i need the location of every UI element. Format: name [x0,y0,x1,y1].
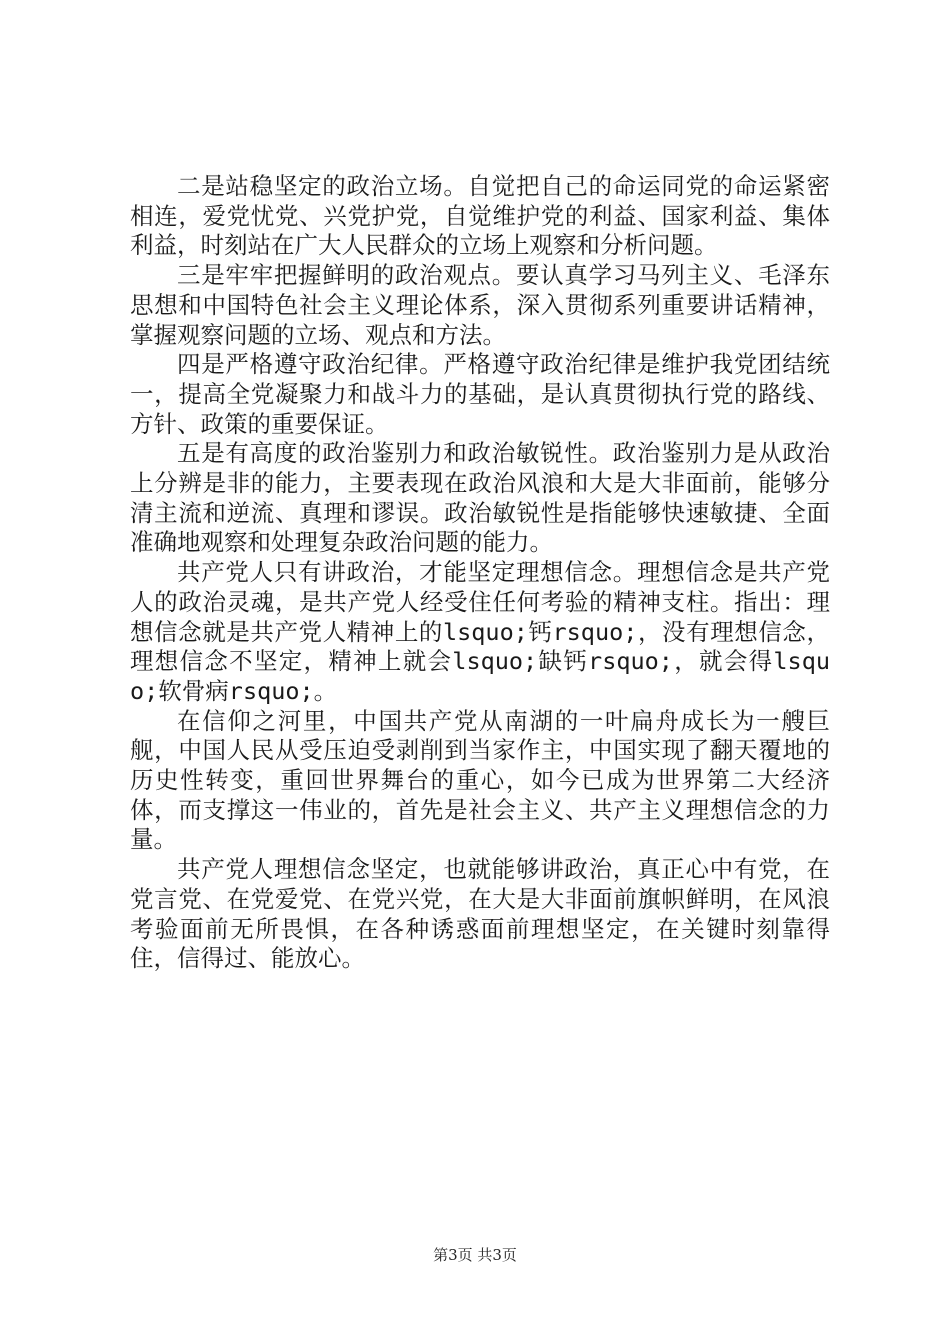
paragraph-political-discernment: 五是有高度的政治鉴别力和政治敏锐性。政治鉴别力是从政治上分辨是非的能力，主要表现在政治风浪和大是大非面前，能够分清主流和逆流、真理和谬误。政治敏锐性是指能够快速敏捷、全面准确地观察和处理复杂政治问题的能力。 [130,439,830,557]
paragraph-firm-beliefs: 共产党人理想信念坚定，也就能够讲政治，真正心中有党，在党言党、在党爱党、在党兴党，在大是大非面前旗帜鲜明，在风浪考验面前无所畏惧，在各种诱惑面前理想坚定，在关键时刻靠得住，信得过、能放心。 [130,855,830,973]
paragraph-political-discipline: 四是严格遵守政治纪律。严格遵守政治纪律是维护我党团结统一，提高全党凝聚力和战斗力的基础，是认真贯彻执行党的路线、方针、政策的重要保证。 [130,350,830,438]
paragraph-river-of-faith: 在信仰之河里，中国共产党从南湖的一叶扁舟成长为一艘巨舰，中国人民从受压迫受剥削到当家作主，中国实现了翻天覆地的历史性转变，重回世界舞台的重心，如今已成为世界第二大经济体，而支撑这一伟业的，首先是社会主义、共产主义理想信念的力量。 [130,706,830,854]
paragraph-political-viewpoint: 三是牢牢把握鲜明的政治观点。要认真学习马列主义、毛泽东思想和中国特色社会主义理论体系，深入贯彻系列重要讲话精神，掌握观察问题的立场、观点和方法。 [130,261,830,349]
paragraph-political-stance: 二是站稳坚定的政治立场。自觉把自己的命运同党的命运紧密相连，爱党忧党、兴党护党，自觉维护党的利益、国家利益、集体利益，时刻站在广大人民群众的立场上观察和分析问题。 [130,172,830,260]
document-body [130,172,830,974]
paragraph-ideals-and-beliefs: 共产党人只有讲政治，才能坚定理想信念。理想信念是共产党人的政治灵魂，是共产党人经受住任何考验的精神支柱。指出：理想信念就是共产党人精神上的lsquo;钙rsquo;，没有理想信念，理想信念不坚定，精神上就会lsquo;缺钙rsquo;，就会得lsquo;软骨病rsquo;。 [130,558,830,705]
page-footer: 第3页 共3页 [433,1246,517,1264]
